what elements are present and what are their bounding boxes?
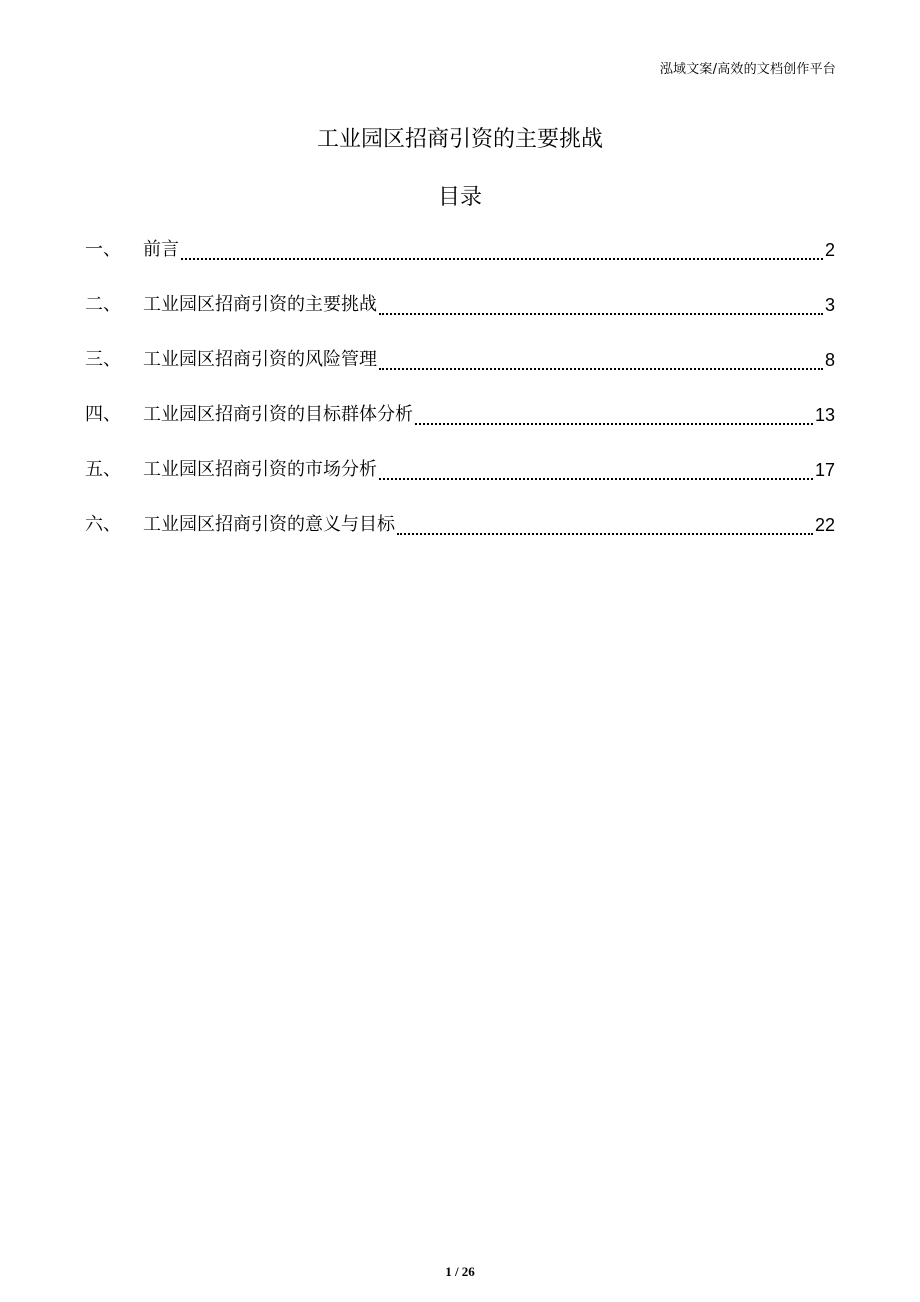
toc-entry-2[interactable] [85,291,835,346]
toc-entry-4[interactable] [85,401,835,456]
toc-entry-page: 17 [814,460,835,480]
toc-entry-label: 工业园区招商引资的主要挑战 [143,294,377,315]
toc-entry-number: 六、 [85,514,121,535]
toc-entry-label: 工业园区招商引资的目标群体分析 [143,404,413,425]
toc-entry-label: 工业园区招商引资的意义与目标 [143,514,395,535]
toc-entry-page: 8 [824,350,835,370]
toc-entry-label: 工业园区招商引资的风险管理 [143,349,377,370]
toc-entry-number: 二、 [85,294,121,315]
toc-entry-page: 2 [824,240,835,260]
toc-entry-1[interactable] [85,236,835,291]
toc-entry-number: 五、 [85,459,121,480]
toc-entry-3[interactable] [85,346,835,401]
toc-entry-number: 一、 [85,239,121,260]
toc-dot-leader [415,401,813,425]
toc-dot-leader [379,456,813,480]
table-of-contents [85,236,835,566]
toc-dot-leader [181,236,823,260]
toc-entry-label: 工业园区招商引资的市场分析 [143,459,377,480]
toc-entry-page: 13 [814,405,835,425]
toc-dot-leader [379,346,823,370]
toc-dot-leader [397,511,813,535]
toc-entry-number: 四、 [85,404,121,425]
toc-entry-number: 三、 [85,349,121,370]
toc-heading: 目录 [437,185,482,210]
toc-entry-page: 3 [824,295,835,315]
page-number-indicator: 1 / 26 [445,1264,475,1279]
toc-entry-6[interactable] [85,511,835,566]
header-note: 泓域文案/高效的文档创作平台 [659,62,836,77]
toc-entry-5[interactable] [85,456,835,511]
toc-dot-leader [379,291,823,315]
toc-entry-page: 22 [814,515,835,535]
toc-entry-label: 前言 [143,239,179,260]
document-title: 工业园区招商引资的主要挑战 [316,127,603,152]
